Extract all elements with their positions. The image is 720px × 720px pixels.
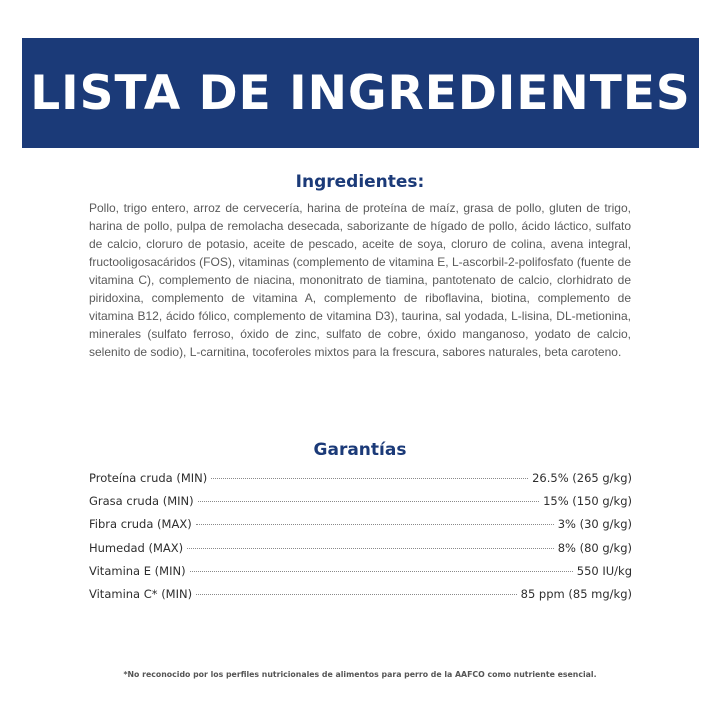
guarantee-value: 3% (30 g/kg) [557,517,632,532]
dot-leader [190,571,573,572]
guarantee-name: Humedad (MAX) [89,540,184,555]
title-banner [22,38,699,148]
guarantee-row [89,517,632,540]
dot-leader [196,524,554,525]
dot-leader [198,501,539,502]
guarantee-row [89,564,632,587]
guarantees-heading: Garantías [313,440,407,460]
guarantee-value: 26.5% (265 g/kg) [532,471,632,485]
dot-leader [196,594,517,595]
ingredients-heading: Ingredientes: [295,172,425,192]
guarantee-value: 8% (80 g/kg) [557,540,632,555]
guarantee-value: 550 IU/kg [576,563,632,578]
guarantee-name: Grasa cruda (MIN) [89,494,194,509]
guarantee-value: 15% (150 g/kg) [543,494,632,509]
ingredients-text: Pollo, trigo entero, arroz de cervecería, harina de proteína de maíz, grasa de pollo, gluten de trigo, harina de pollo, pulpa de remolacha desecada, saborizante de hígado de pollo, ácido láctico, sulfato de calcio, cloruro de potasio, aceite de pescado, aceite de soya, cloruro de colina, avena integral, fructooligosacáridos (FOS), vitaminas (complemento de vitamina E, L-ascorbil-2-polifosfato (fuente de vitamina C), complemento de niacina, mononitrato de tiamina, pantotenato de calcio, clorhidrato de piridoxina, complemento de vitamina A, complemento de riboflavina, biotina, complemento de vitamina B12, ácido fólico, complemento de vitamina D3), taurina, sal yodada, L-lisina, DL-metionina, minerales (sulfato ferroso, óxido de zinc, sulfato de cobre, óxido manganoso, yodato de calcio, selenito de sodio), L-carnitina, tocoferoles mixtos para la frescura, sabores naturales, beta caroteno. [89,201,631,359]
dot-leader [211,478,528,479]
guarantee-name: Vitamina E (MIN) [89,563,186,578]
footnote: *No reconocido por los perfiles nutricionales de alimentos para perro de la AAFCO como nutriente esencial. [123,670,597,679]
guarantee-name: Vitamina C* (MIN) [89,586,193,601]
guarantee-name: Fibra cruda (MAX) [89,517,192,532]
guarantee-row [89,541,632,564]
guarantee-name: Proteína cruda (MIN) [89,471,208,485]
dot-leader [187,548,554,549]
guarantees-table [89,471,632,610]
guarantee-row [89,587,632,610]
guarantee-value: 85 ppm (85 mg/kg) [520,586,632,601]
page-title: LISTA DE INGREDIENTES [30,65,691,121]
guarantee-row [89,494,632,517]
guarantee-row [89,471,632,494]
